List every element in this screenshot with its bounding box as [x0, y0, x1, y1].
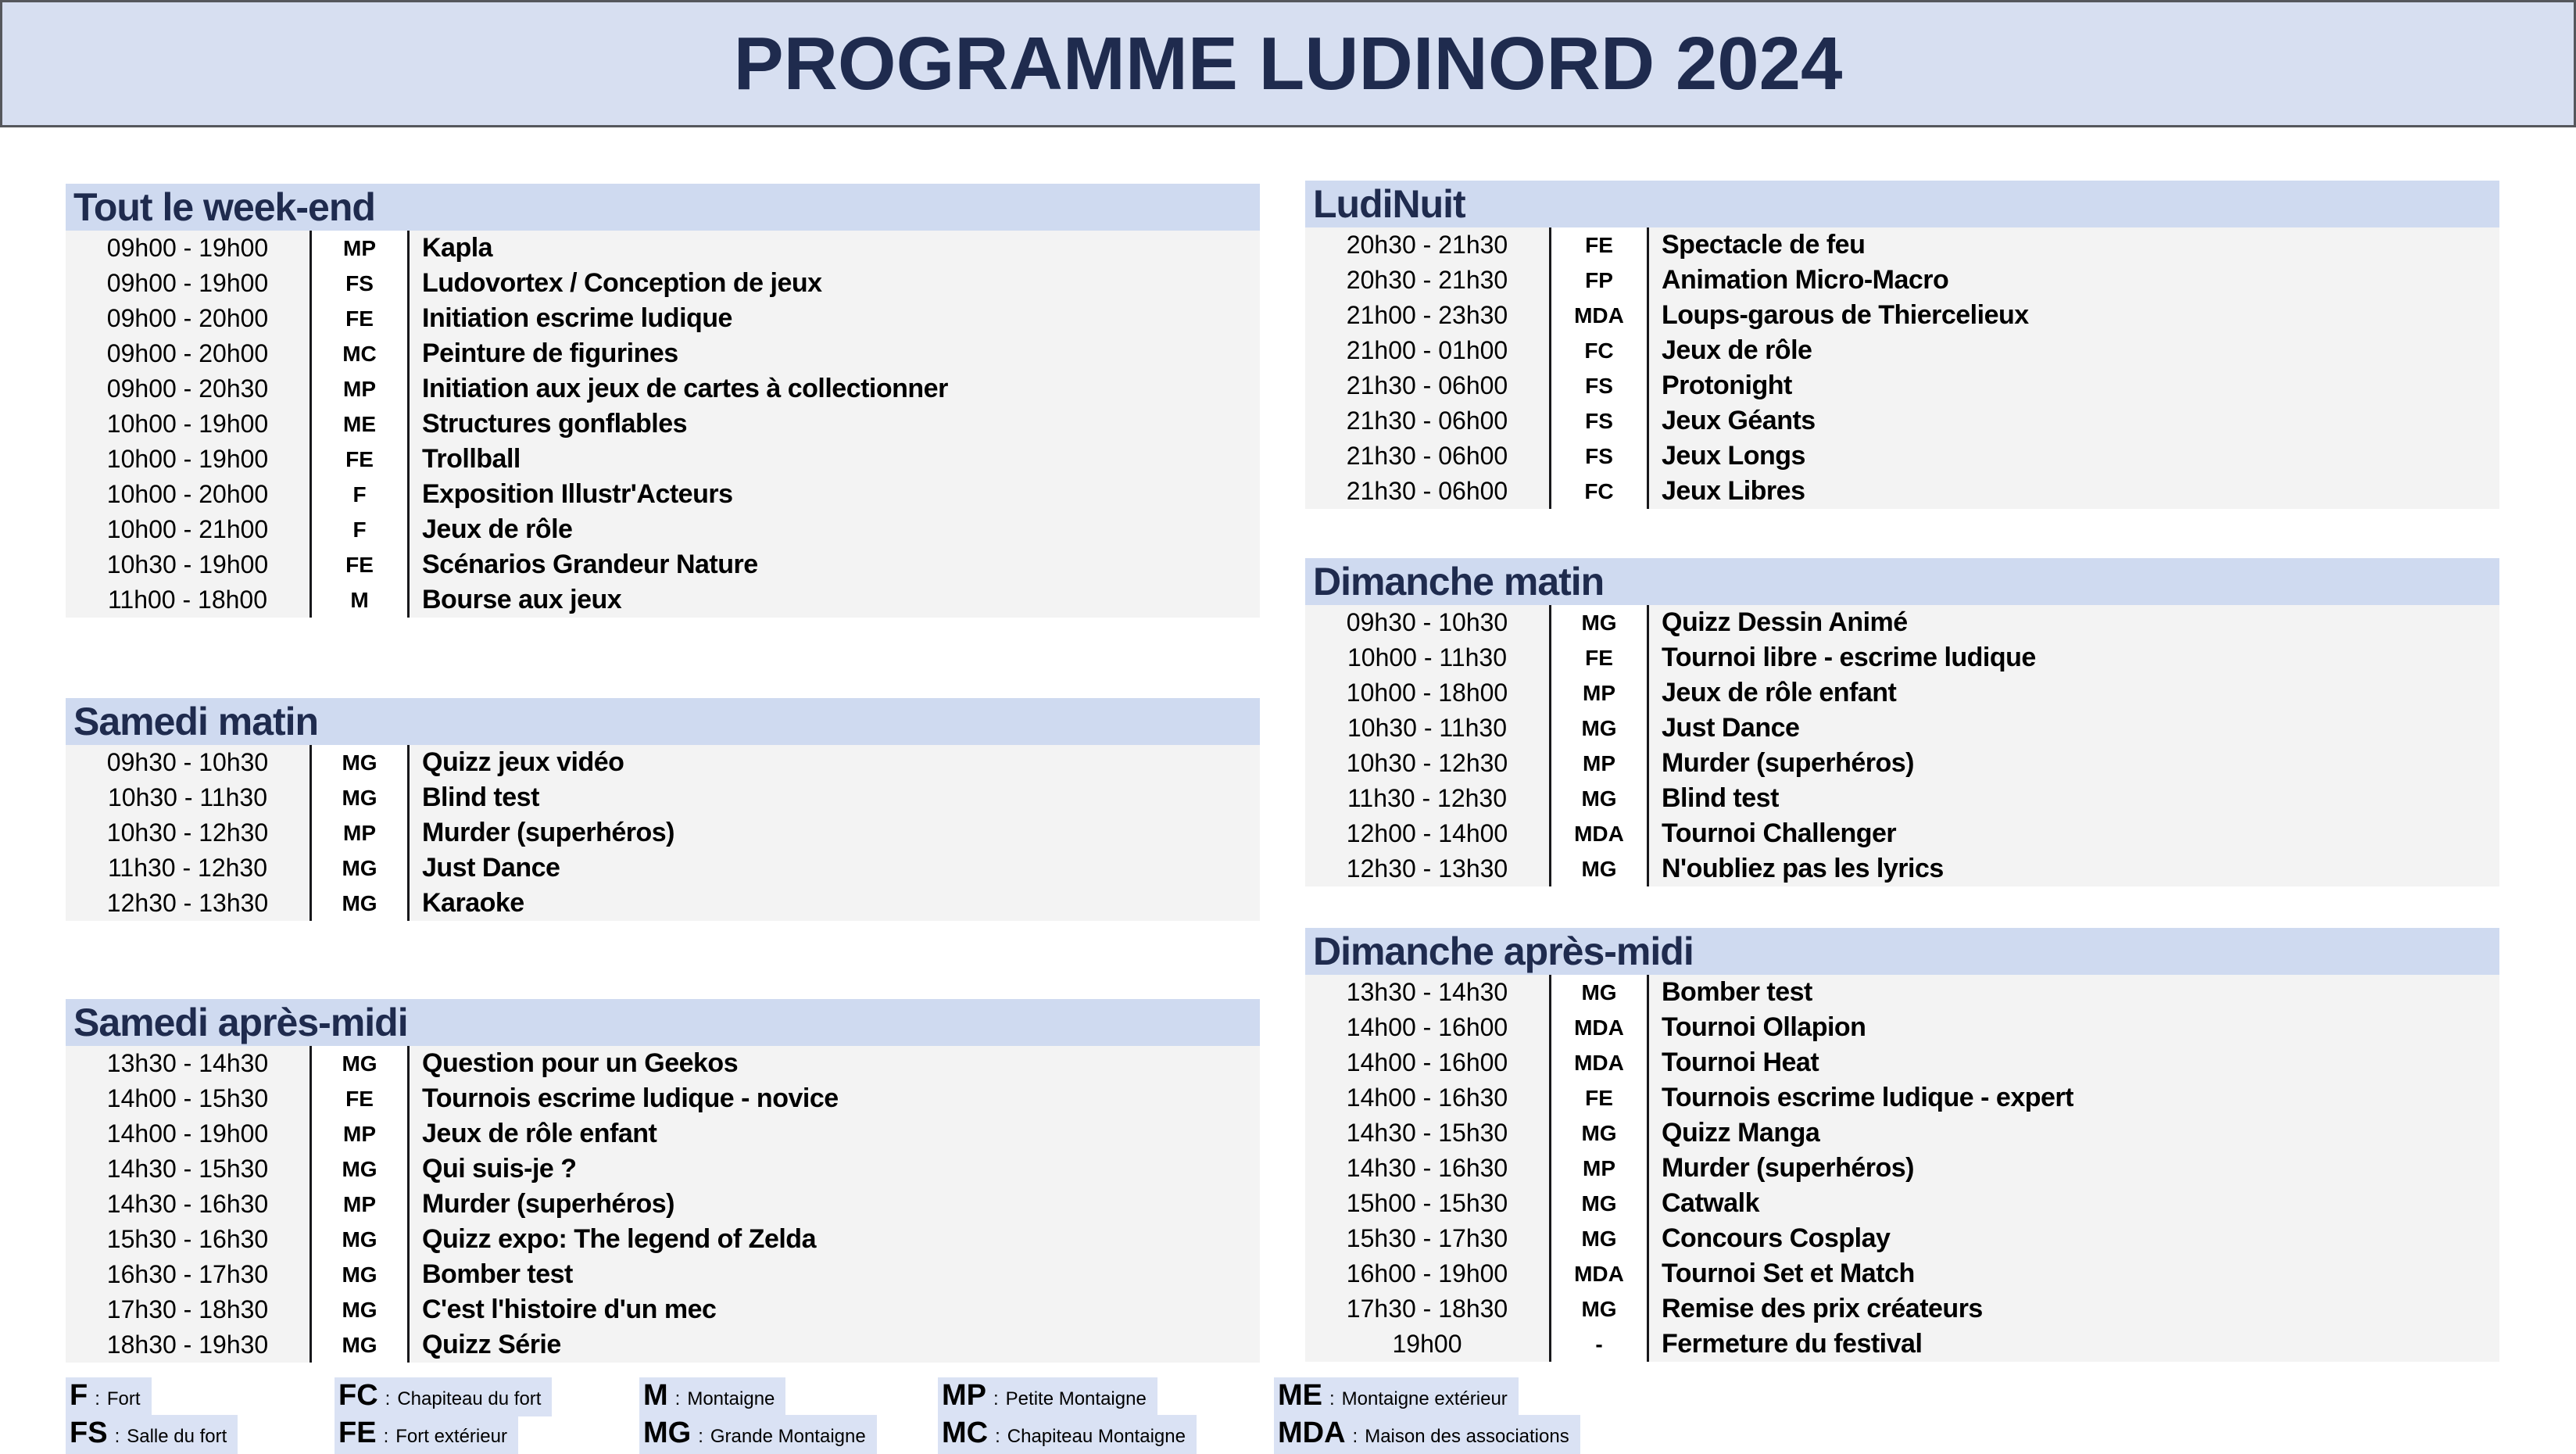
schedule-row [1305, 1327, 2499, 1362]
legend-separator: : [383, 1426, 389, 1447]
schedule-row [1305, 1291, 2499, 1327]
legend-separator: : [95, 1388, 100, 1409]
legend-name: Petite Montaigne [1005, 1388, 1147, 1409]
venue-code: FE [309, 301, 410, 336]
event-name: Blind test [422, 783, 539, 812]
venue-code: MG [309, 1257, 410, 1292]
section-tout-le-week-end [66, 184, 1260, 618]
schedule-row [1305, 1151, 2499, 1186]
venue-code: MG [1549, 781, 1649, 816]
schedule-row [66, 1257, 1260, 1292]
venue-code: MDA [1549, 1256, 1649, 1291]
event-time: 21h30 - 06h00 [1346, 371, 1508, 399]
venue-code: MP [309, 1116, 410, 1151]
legend-code: MG [643, 1416, 692, 1449]
schedule-row [66, 336, 1260, 371]
venue-code: MG [1549, 1116, 1649, 1151]
section-ludinuit [1305, 181, 2499, 509]
legend-item [335, 1377, 552, 1416]
event-time: 14h00 - 16h00 [1346, 1048, 1508, 1076]
legend-code: FS [70, 1416, 108, 1449]
legend-item [938, 1377, 1157, 1416]
schedule-row [1305, 605, 2499, 640]
venue-code: MG [309, 780, 410, 815]
venue-code: MP [309, 231, 410, 266]
schedule-row [66, 477, 1260, 512]
venue-code: FS [309, 266, 410, 301]
event-time: 10h00 - 19h00 [106, 410, 269, 438]
event-time: 14h00 - 16h30 [1346, 1083, 1508, 1112]
event-name: Jeux Libres [1662, 476, 1805, 506]
event-time: 09h00 - 19h00 [106, 234, 269, 262]
venue-code: FE [1549, 1080, 1649, 1116]
venue-code: MG [309, 1151, 410, 1187]
venue-code: MDA [1549, 1010, 1649, 1045]
event-name: Karaoke [422, 888, 524, 918]
event-time: 11h30 - 12h30 [1347, 784, 1508, 812]
event-name: Fermeture du festival [1662, 1329, 1923, 1359]
schedule-row [66, 745, 1260, 780]
event-time: 10h30 - 12h30 [1346, 749, 1508, 777]
event-name: Murder (superhéros) [1662, 1153, 1914, 1183]
schedule-row [1305, 1221, 2499, 1256]
event-time: 17h30 - 18h30 [1346, 1295, 1508, 1323]
event-name: Concours Cosplay [1662, 1223, 1891, 1253]
event-time: 16h30 - 17h30 [106, 1260, 269, 1288]
section-samedi-apres-midi [66, 999, 1260, 1363]
event-name: Tournoi libre - escrime ludique [1662, 643, 2036, 672]
legend-code: FE [338, 1416, 377, 1449]
legend-separator: : [1352, 1426, 1358, 1447]
section-title: Dimanche matin [1305, 558, 2499, 605]
event-name: Bourse aux jeux [422, 585, 622, 614]
event-time: 10h30 - 11h30 [1347, 714, 1508, 742]
event-name: C'est l'histoire d'un mec [422, 1295, 717, 1324]
venue-code: MG [1549, 1291, 1649, 1327]
legend-item [66, 1377, 152, 1416]
legend-name: Grande Montaigne [710, 1426, 866, 1447]
schedule-row [1305, 711, 2499, 746]
event-name: Jeux de rôle [1662, 335, 1812, 365]
section-title: LudiNuit [1305, 181, 2499, 227]
event-time: 15h00 - 15h30 [1346, 1189, 1508, 1217]
event-time: 10h30 - 12h30 [106, 818, 269, 847]
schedule-row [66, 851, 1260, 886]
legend-item [66, 1415, 238, 1454]
schedule-row [66, 886, 1260, 921]
event-time: 12h00 - 14h00 [1346, 819, 1508, 847]
event-name: Spectacle de feu [1662, 230, 1866, 260]
schedule-table [1305, 605, 2499, 886]
event-name: Question pour un Geekos [422, 1048, 739, 1078]
venue-code: M [309, 582, 410, 618]
venue-code: MG [309, 1222, 410, 1257]
legend-separator: : [114, 1426, 120, 1447]
event-time: 10h30 - 19h00 [106, 550, 269, 578]
event-name: Tournoi Challenger [1662, 818, 1897, 848]
event-time: 14h30 - 16h30 [106, 1190, 269, 1218]
legend-name: Fort [106, 1388, 141, 1409]
event-name: Just Dance [422, 853, 560, 883]
event-time: 09h00 - 20h00 [106, 339, 269, 367]
schedule-row [66, 1046, 1260, 1081]
venue-code: F [309, 512, 410, 547]
event-time: 11h30 - 12h30 [107, 854, 268, 882]
legend-code: MC [942, 1416, 989, 1449]
event-name: Protonight [1662, 371, 1792, 400]
schedule-row [1305, 474, 2499, 509]
event-time: 09h00 - 19h00 [106, 269, 269, 297]
event-name: Bomber test [422, 1259, 573, 1289]
venue-code: MP [1549, 675, 1649, 711]
schedule-row [66, 1116, 1260, 1151]
section-title: Samedi matin [66, 698, 1260, 745]
event-name: Catwalk [1662, 1188, 1759, 1218]
venue-code: FP [1549, 263, 1649, 298]
venue-code: MC [309, 336, 410, 371]
event-name: Blind test [1662, 783, 1779, 813]
event-name: Tournois escrime ludique - novice [422, 1083, 839, 1113]
event-time: 16h00 - 19h00 [1346, 1259, 1508, 1287]
schedule-row [1305, 1186, 2499, 1221]
event-time: 14h30 - 15h30 [106, 1155, 269, 1183]
venue-code: MG [1549, 605, 1649, 640]
event-name: Quizz jeux vidéo [422, 747, 624, 777]
schedule-row [66, 231, 1260, 266]
event-name: Kapla [422, 233, 493, 263]
venue-code: MG [309, 851, 410, 886]
legend-item [1274, 1377, 1519, 1416]
event-name: Loups-garous de Thiercelieux [1662, 300, 2029, 330]
schedule-row [66, 1081, 1260, 1116]
event-time: 21h30 - 06h00 [1346, 406, 1508, 435]
event-name: Ludovortex / Conception de jeux [422, 268, 822, 298]
legend-separator: : [698, 1426, 703, 1447]
section-title: Dimanche après-midi [1305, 928, 2499, 975]
venue-code: MG [309, 886, 410, 921]
event-name: Animation Micro-Macro [1662, 265, 1949, 295]
venue-code: MDA [1549, 298, 1649, 333]
schedule-row [66, 1292, 1260, 1327]
venue-code: MG [1549, 711, 1649, 746]
schedule-table [1305, 227, 2499, 509]
event-time: 12h30 - 13h30 [1346, 854, 1508, 883]
legend-item [1274, 1415, 1580, 1454]
schedule-row [66, 266, 1260, 301]
schedule-table [66, 1046, 1260, 1363]
schedule-row [66, 406, 1260, 442]
schedule-row [1305, 1256, 2499, 1291]
page-title: PROGRAMME LUDINORD 2024 [733, 21, 1843, 106]
event-time: 10h30 - 11h30 [107, 783, 268, 811]
event-time: 18h30 - 19h30 [106, 1330, 269, 1359]
event-time: 14h00 - 15h30 [106, 1084, 269, 1112]
event-name: Tournoi Set et Match [1662, 1259, 1915, 1288]
legend-separator: : [674, 1388, 681, 1409]
schedule-row [1305, 1045, 2499, 1080]
event-name: Jeux de rôle enfant [1662, 678, 1897, 707]
venue-code: FS [1549, 403, 1649, 439]
event-name: Tournoi Heat [1662, 1048, 1819, 1077]
event-name: Just Dance [1662, 713, 1800, 743]
legend-item [639, 1377, 785, 1416]
event-time: 13h30 - 14h30 [106, 1049, 269, 1077]
venue-code: FE [309, 547, 410, 582]
event-name: Bomber test [1662, 977, 1812, 1007]
event-name: Jeux de rôle enfant [422, 1119, 657, 1148]
event-name: Initiation aux jeux de cartes à collectionner [422, 374, 948, 403]
event-time: 21h00 - 01h00 [1346, 336, 1508, 364]
legend-name: Fort extérieur [395, 1426, 507, 1447]
event-time: 09h30 - 10h30 [106, 748, 269, 776]
schedule-row [66, 1222, 1260, 1257]
event-time: 10h00 - 18h00 [1346, 679, 1508, 707]
event-name: Initiation escrime ludique [422, 303, 732, 333]
event-time: 21h00 - 23h30 [1346, 301, 1508, 329]
schedule-row [1305, 781, 2499, 816]
venue-code: - [1549, 1327, 1649, 1362]
venue-code: FE [309, 442, 410, 477]
schedule-row [1305, 816, 2499, 851]
event-name: N'oubliez pas les lyrics [1662, 854, 1944, 883]
venue-code: MG [309, 1327, 410, 1363]
legend-name: Salle du fort [127, 1426, 227, 1447]
legend-name: Chapiteau du fort [397, 1388, 542, 1409]
event-time: 12h30 - 13h30 [106, 889, 269, 917]
legend-code: F [70, 1379, 88, 1412]
event-time: 21h30 - 06h00 [1346, 477, 1508, 505]
event-time: 14h30 - 15h30 [1346, 1119, 1508, 1147]
schedule-row [66, 1187, 1260, 1222]
section-dimanche-apres-midi [1305, 928, 2499, 1362]
event-name: Quizz Manga [1662, 1118, 1820, 1148]
legend-code: MDA [1278, 1416, 1346, 1449]
event-name: Exposition Illustr'Acteurs [422, 479, 733, 509]
legend-code: ME [1278, 1379, 1322, 1412]
schedule-row [1305, 851, 2499, 886]
schedule-row [66, 442, 1260, 477]
schedule-row [66, 780, 1260, 815]
legend-code: FC [338, 1379, 378, 1412]
event-name: Tournoi Ollapion [1662, 1012, 1866, 1042]
venue-code: ME [309, 406, 410, 442]
event-time: 20h30 - 21h30 [1346, 231, 1508, 259]
venue-code: FE [1549, 227, 1649, 263]
schedule-row [1305, 1116, 2499, 1151]
event-name: Trollball [422, 444, 521, 474]
event-name: Scénarios Grandeur Nature [422, 550, 758, 579]
schedule-row [1305, 1080, 2499, 1116]
schedule-row [66, 547, 1260, 582]
legend-separator: : [995, 1426, 1000, 1447]
venue-code: F [309, 477, 410, 512]
event-time: 17h30 - 18h30 [106, 1295, 269, 1323]
schedule-row [66, 582, 1260, 618]
event-name: Murder (superhéros) [422, 1189, 674, 1219]
schedule-row [66, 1327, 1260, 1363]
event-time: 15h30 - 16h30 [106, 1225, 269, 1253]
event-time: 09h00 - 20h00 [106, 304, 269, 332]
event-time: 09h00 - 20h30 [106, 374, 269, 403]
legend-item [938, 1415, 1197, 1454]
venue-code: MP [1549, 746, 1649, 781]
venue-code: MG [1549, 975, 1649, 1010]
schedule-row [66, 1151, 1260, 1187]
event-time: 21h30 - 06h00 [1346, 442, 1508, 470]
event-time: 14h00 - 19h00 [106, 1119, 269, 1148]
section-title: Samedi après-midi [66, 999, 1260, 1046]
event-name: Quizz Série [422, 1330, 561, 1359]
schedule-table [66, 231, 1260, 618]
schedule-row [66, 512, 1260, 547]
schedule-table [66, 745, 1260, 921]
venue-code: MG [309, 1046, 410, 1081]
legend-separator: : [993, 1388, 999, 1409]
schedule-row [1305, 746, 2499, 781]
event-name: Jeux de rôle [422, 514, 573, 544]
legend-code: M [643, 1379, 668, 1412]
schedule-row [1305, 675, 2499, 711]
venue-code: MG [1549, 1221, 1649, 1256]
venue-code: FE [1549, 640, 1649, 675]
venue-code: FC [1549, 333, 1649, 368]
venue-code: MG [309, 745, 410, 780]
event-time: 10h00 - 21h00 [106, 515, 269, 543]
event-name: Peinture de figurines [422, 338, 678, 368]
schedule-row [1305, 298, 2499, 333]
legend-name: Maison des associations [1365, 1426, 1569, 1447]
venue-code: MG [309, 1292, 410, 1327]
legend-name: Chapiteau Montaigne [1007, 1426, 1186, 1447]
venue-code: FE [309, 1081, 410, 1116]
venue-code: MP [309, 1187, 410, 1222]
venue-code: FS [1549, 439, 1649, 474]
event-name: Jeux Longs [1662, 441, 1805, 471]
schedule-row [1305, 403, 2499, 439]
venue-code: MDA [1549, 816, 1649, 851]
venue-code: FS [1549, 368, 1649, 403]
event-time: 15h30 - 17h30 [1346, 1224, 1508, 1252]
event-time: 14h30 - 16h30 [1346, 1154, 1508, 1182]
venue-code: MP [309, 371, 410, 406]
legend-separator: : [385, 1388, 391, 1409]
venue-code: MDA [1549, 1045, 1649, 1080]
section-title: Tout le week-end [66, 184, 1260, 231]
schedule-row [66, 815, 1260, 851]
event-time: 11h00 - 18h00 [107, 586, 268, 614]
schedule-table [1305, 975, 2499, 1362]
event-name: Quizz expo: The legend of Zelda [422, 1224, 816, 1254]
event-name: Murder (superhéros) [422, 818, 674, 847]
legend-name: Montaigne [687, 1388, 775, 1409]
event-time: 10h00 - 19h00 [106, 445, 269, 473]
legend-item [639, 1415, 877, 1454]
legend-name: Montaigne extérieur [1341, 1388, 1508, 1409]
schedule-row [1305, 640, 2499, 675]
venue-code: MG [1549, 851, 1649, 886]
section-samedi-matin [66, 698, 1260, 921]
schedule-row [66, 301, 1260, 336]
legend-code: MP [942, 1379, 986, 1412]
title-banner [0, 0, 2576, 127]
event-name: Remise des prix créateurs [1662, 1294, 1983, 1323]
section-dimanche-matin [1305, 558, 2499, 886]
event-time: 09h30 - 10h30 [1346, 608, 1508, 636]
event-time: 10h00 - 11h30 [1347, 643, 1508, 671]
venue-code: MP [1549, 1151, 1649, 1186]
venue-code: FC [1549, 474, 1649, 509]
event-name: Qui suis-je ? [422, 1154, 577, 1184]
event-time: 20h30 - 21h30 [1346, 266, 1508, 294]
event-time: 14h00 - 16h00 [1346, 1013, 1508, 1041]
schedule-row [1305, 263, 2499, 298]
legend-separator: : [1329, 1388, 1335, 1409]
event-time: 19h00 [1392, 1330, 1462, 1358]
schedule-row [66, 371, 1260, 406]
venue-code: MG [1549, 1186, 1649, 1221]
event-name: Structures gonflables [422, 409, 688, 439]
schedule-row [1305, 227, 2499, 263]
event-time: 10h00 - 20h00 [106, 480, 269, 508]
legend-item [335, 1415, 518, 1454]
event-time: 13h30 - 14h30 [1346, 978, 1508, 1006]
schedule-row [1305, 333, 2499, 368]
schedule-row [1305, 439, 2499, 474]
event-name: Murder (superhéros) [1662, 748, 1914, 778]
event-name: Quizz Dessin Animé [1662, 607, 1908, 637]
schedule-row [1305, 368, 2499, 403]
schedule-row [1305, 1010, 2499, 1045]
venue-code: MP [309, 815, 410, 851]
event-name: Jeux Géants [1662, 406, 1816, 435]
schedule-row [1305, 975, 2499, 1010]
event-name: Tournois escrime ludique - expert [1662, 1083, 2073, 1112]
